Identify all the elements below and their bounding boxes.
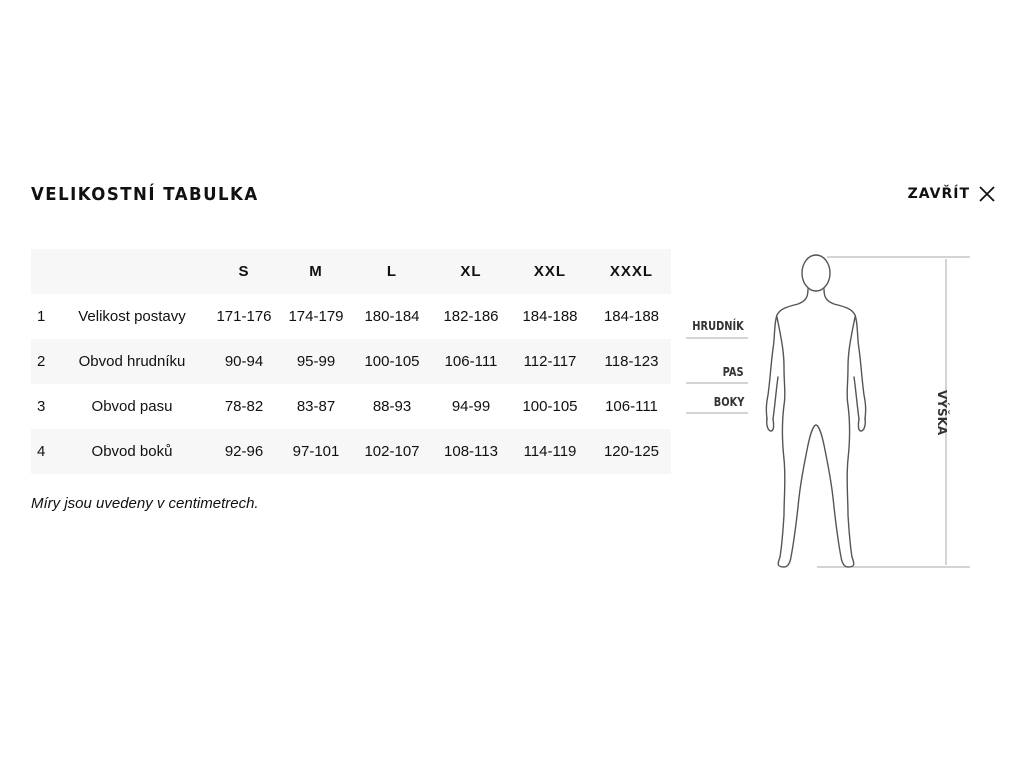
table-cell: 100-105 — [522, 398, 578, 415]
table-row — [31, 294, 671, 339]
table-cell: 171-176 — [216, 308, 272, 325]
table-cell: 83-87 — [296, 398, 336, 415]
table-cell: 78-82 — [224, 398, 264, 415]
table-cell: 112-117 — [523, 353, 577, 370]
table-row — [31, 429, 671, 474]
table-cell: 95-99 — [296, 353, 336, 370]
header-cell — [58, 249, 206, 294]
table-cell: 174-179 — [288, 308, 344, 325]
table-row — [31, 384, 671, 429]
table-cell: 97-101 — [292, 443, 340, 460]
table-cell: 108-113 — [444, 443, 498, 460]
row-index: 3 — [37, 398, 46, 415]
close-button[interactable] — [908, 181, 996, 207]
row-index: 1 — [37, 308, 46, 325]
row-label: Obvod hrudníku — [78, 353, 186, 370]
table-cell: 94-99 — [451, 398, 491, 415]
modal-title: VELIKOSTNÍ TABULKA — [31, 184, 259, 205]
header-size-s: S — [238, 263, 250, 280]
table-row — [31, 339, 671, 384]
table-cell: 184-188 — [522, 308, 578, 325]
units-note: Míry jsou uvedeny v centimetrech. — [31, 495, 259, 512]
table-cell: 118-123 — [604, 353, 659, 370]
header-size-m: M — [309, 263, 323, 280]
row-label: Obvod boků — [91, 443, 173, 460]
row-index: 2 — [37, 353, 46, 370]
header-size-l: L — [386, 263, 398, 280]
close-label: ZAVŘÍT — [907, 186, 970, 202]
hips-label: BOKY — [713, 395, 744, 409]
table-cell: 184-188 — [603, 308, 660, 325]
table-cell: 120-125 — [603, 443, 660, 460]
table-header-row — [31, 249, 671, 294]
table-cell: 102-107 — [364, 443, 420, 460]
table-cell: 106-111 — [444, 353, 498, 370]
header-size-xxl: XXL — [533, 263, 567, 280]
close-icon[interactable] — [978, 185, 996, 203]
table-cell: 106-111 — [605, 398, 658, 415]
table-cell: 92-96 — [224, 443, 264, 460]
row-label: Obvod pasu — [91, 398, 173, 415]
body-outline — [766, 255, 865, 567]
waist-label: PAS — [722, 365, 744, 379]
row-label: Velikost postavy — [78, 308, 186, 325]
header-size-xxxl: XXXL — [609, 263, 654, 280]
body-measurement-diagram — [680, 245, 980, 575]
table-cell: 114-119 — [523, 443, 577, 460]
header-cell — [31, 249, 58, 294]
table-cell: 88-93 — [372, 398, 412, 415]
height-label: VÝŠKA — [935, 390, 949, 436]
table-cell: 100-105 — [364, 353, 420, 370]
table-cell: 90-94 — [224, 353, 264, 370]
size-table — [31, 249, 671, 474]
table-cell: 180-184 — [364, 308, 420, 325]
header-size-xl: XL — [460, 263, 482, 280]
table-cell: 182-186 — [443, 308, 499, 325]
row-index: 4 — [37, 443, 46, 460]
chest-label: HRUDNÍK — [692, 319, 744, 333]
